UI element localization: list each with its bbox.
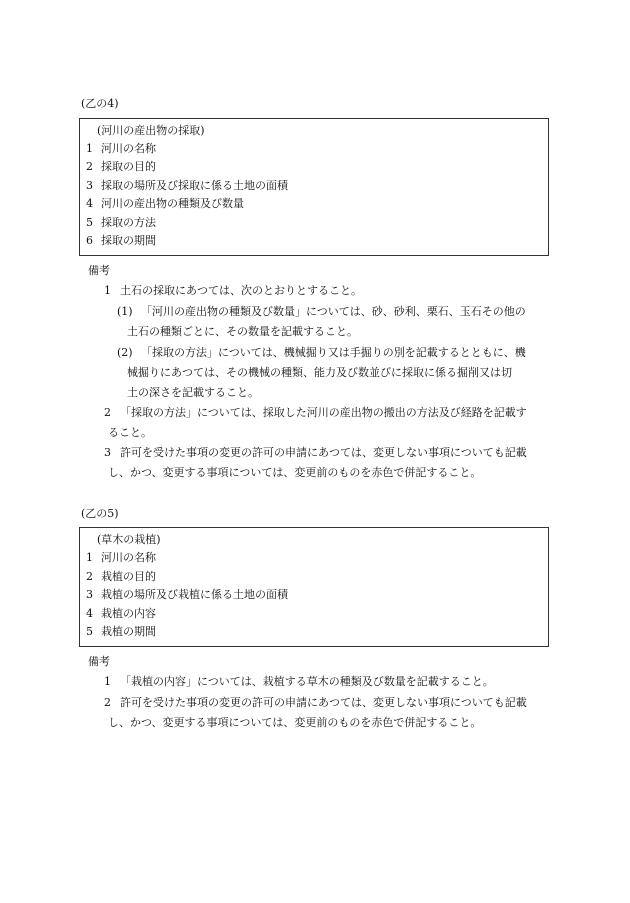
section-5-tag: (乙の5)	[81, 507, 119, 520]
section-4-note-1-1-cont: 土石の種類ごとに、その数量を記載すること。	[127, 325, 358, 338]
section-5-box-title: (草木の栽植)	[97, 533, 161, 546]
section-4-item: 1 河川の名称	[86, 142, 156, 155]
section-4-note-1-2-cont: 械掘りにあつては、その機械の種類、能力及び数並びに採取に係る掘削又は切	[127, 366, 512, 379]
section-5-item: 2 栽植の目的	[86, 570, 156, 583]
section-4-item: 2 採取の目的	[86, 160, 156, 173]
section-4-note-1: 1 土石の採取にあつては、次のとおりとすること。	[104, 284, 362, 297]
section-4-item: 3 採取の場所及び採取に係る土地の面積	[86, 179, 288, 192]
section-4-note-1-2: (2) 「採取の方法」については、機械掘り又は手掘りの別を記載するとともに、機	[117, 346, 526, 359]
section-4-item: 5 採取の方法	[86, 216, 156, 229]
section-4-note-2: 2 「採取の方法」については、採取した河川の産出物の搬出の方法及び経路を記載す	[104, 406, 527, 419]
section-5-item: 4 栽植の内容	[86, 607, 156, 620]
section-4-note-3-cont: し、かつ、変更する事項については、変更前のものを赤色で併記すること。	[108, 466, 482, 479]
section-5-remarks-heading: 備考	[88, 655, 110, 668]
section-5-item: 1 河川の名称	[86, 551, 156, 564]
section-4-note-1-1: (1) 「河川の産出物の種類及び数量」については、砂、砂利、栗石、玉石その他の	[117, 305, 526, 318]
section-4-note-3: 3 許可を受けた事項の変更の許可の申請にあつては、変更しない事項についても記載	[104, 446, 527, 459]
section-4-box	[79, 118, 549, 256]
section-4-item: 6 採取の期間	[86, 234, 156, 247]
section-5-item: 3 栽植の場所及び栽植に係る土地の面積	[86, 588, 288, 601]
section-5-note-2-cont: し、かつ、変更する事項については、変更前のものを赤色で併記すること。	[108, 716, 482, 729]
section-5-note-2: 2 許可を受けた事項の変更の許可の申請にあつては、変更しない事項についても記載	[104, 696, 527, 709]
section-5-note-1: 1 「栽植の内容」については、栽植する草木の種類及び数量を記載すること。	[104, 675, 494, 688]
section-4-tag: (乙の4)	[81, 97, 119, 110]
section-4-note-2-cont: ること。	[108, 426, 152, 439]
section-4-item: 4 河川の産出物の種類及び数量	[86, 197, 244, 210]
section-4-note-1-2-cont: 土の深さを記載すること。	[127, 386, 259, 399]
section-4-remarks-heading: 備考	[88, 264, 110, 277]
section-4-box-title: (河川の産出物の採取)	[97, 124, 205, 137]
section-5-item: 5 栽植の期間	[86, 625, 156, 638]
section-5-box	[79, 527, 549, 647]
